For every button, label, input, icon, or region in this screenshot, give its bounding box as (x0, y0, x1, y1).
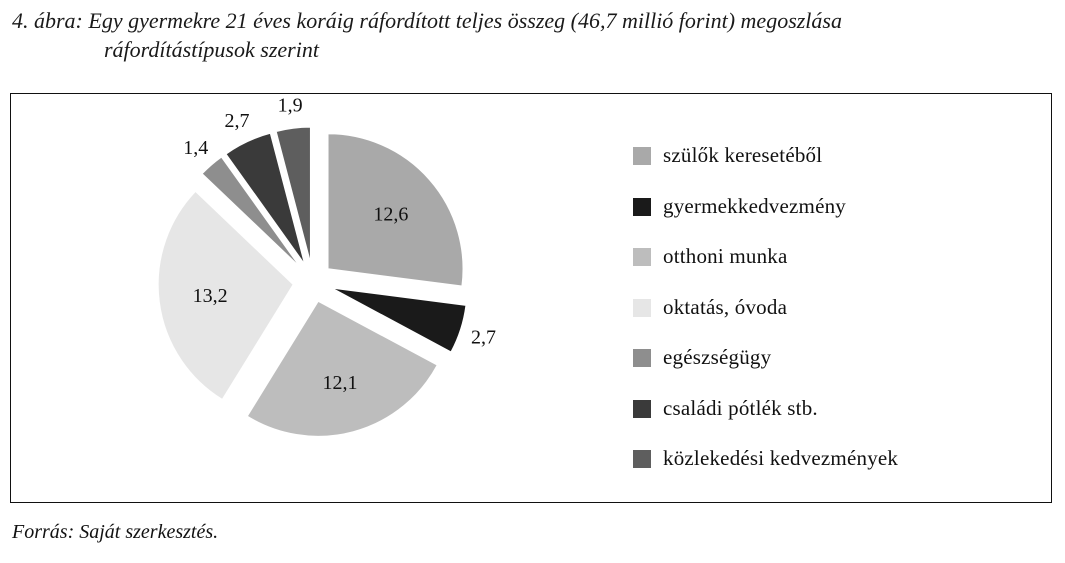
source-note: Forrás: Saját szerkesztés. (12, 521, 219, 543)
legend-label: egészségügy (663, 345, 772, 369)
legend-label: otthoni munka (663, 244, 788, 268)
slice-value-label: 12,6 (373, 203, 409, 226)
legend-item (633, 445, 898, 496)
slice-value-label: 12,1 (322, 372, 358, 395)
legend-swatch (633, 400, 651, 418)
slice-value-label: 13,2 (192, 285, 228, 308)
legend-label: szülők keresetéből (663, 143, 823, 167)
figure-title (12, 6, 1057, 64)
chart-legend (633, 142, 898, 496)
legend-label: közlekedési kedvezmények (663, 446, 899, 470)
legend-swatch (633, 198, 651, 216)
legend-swatch (633, 349, 651, 367)
legend-item (633, 294, 898, 345)
slice-value-label: 2,7 (470, 326, 496, 349)
title-line-2: ráfordítástípusok szerint (104, 37, 319, 62)
legend-item (633, 243, 898, 294)
title-line-1: 4. ábra: Egy gyermekre 21 éves koráig ráfordított teljes összeg (46,7 millió forint) megoszlása (12, 8, 842, 33)
legend-swatch (633, 248, 651, 266)
chart-frame (10, 93, 1052, 503)
legend-item (633, 142, 898, 193)
slice-value-label: 1,4 (183, 136, 209, 159)
pie-chart (11, 94, 611, 501)
legend-swatch (633, 450, 651, 468)
legend-item (633, 193, 898, 244)
slice-value-label: 1,9 (277, 94, 303, 117)
legend-swatch (633, 299, 651, 317)
legend-label: gyermekkedvezmény (663, 193, 846, 218)
legend-swatch (633, 147, 651, 165)
legend-label: oktatás, óvoda (663, 294, 788, 319)
legend-label: családi pótlék stb. (663, 395, 818, 420)
legend-item (633, 395, 898, 446)
legend-item (633, 344, 898, 395)
slice-value-label: 2,7 (224, 109, 250, 132)
